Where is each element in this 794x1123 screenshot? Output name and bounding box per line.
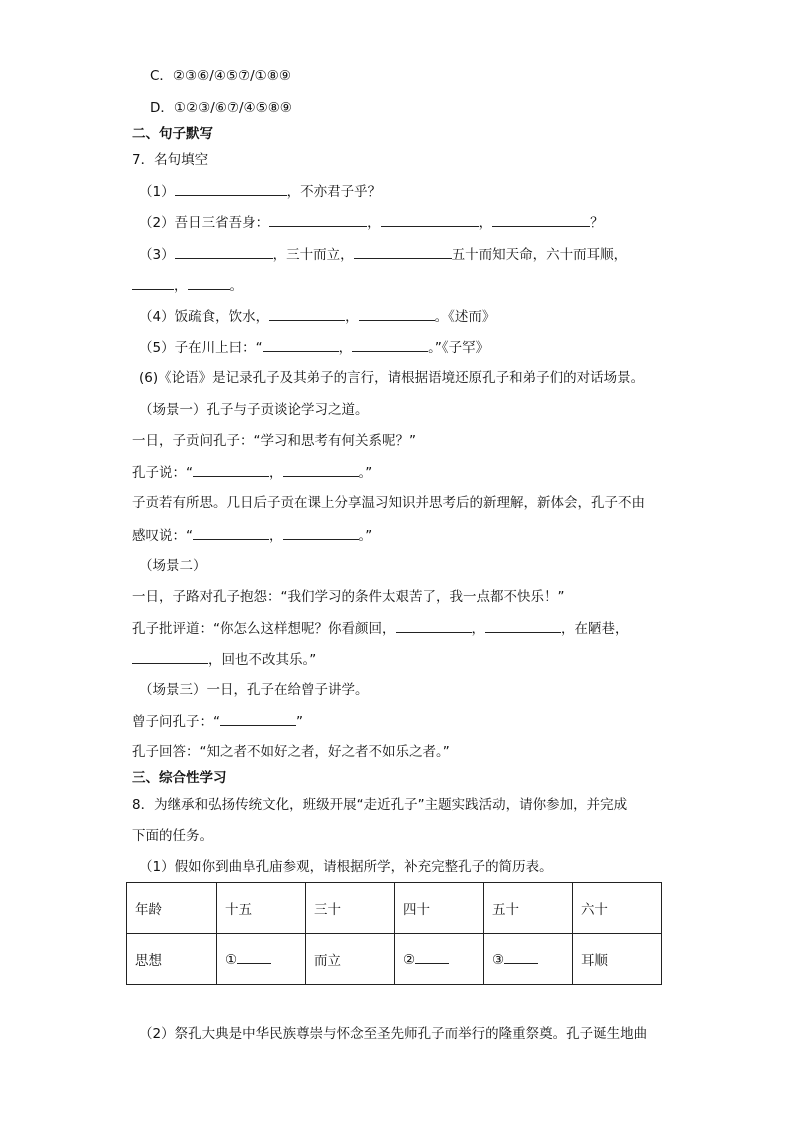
label: ，: [345, 309, 359, 325]
blank: [237, 951, 271, 964]
section-heading-3: 三、综合性学习: [132, 770, 227, 786]
scene-1-question: 一日，子贡问孔子：“学习和思考有何关系呢？”: [132, 433, 416, 449]
blank: [354, 245, 452, 259]
label: ，: [471, 621, 485, 637]
cell-label: ③: [491, 951, 505, 968]
scene-1-more: 子贡若有所思。几日后子贡在课上分享温习知识并思考后的新理解，新体会，孔子不由: [132, 495, 645, 511]
label: ，回也不改其乐。”: [208, 652, 317, 668]
scene-2-answer: [132, 619, 629, 638]
option-c: C．②③⑥/④⑤⑦/①⑧⑨: [150, 68, 291, 84]
fill-line-2: [139, 213, 604, 232]
blank: [415, 951, 449, 964]
blank: [504, 951, 538, 964]
table-cell: 耳顺: [572, 934, 661, 985]
fill-line-3: [139, 245, 627, 264]
table-cell: [483, 934, 572, 985]
label: 感叹说：“: [132, 528, 193, 544]
label: （4）饭疏食，饮水，: [139, 309, 270, 325]
label: ”: [296, 714, 303, 730]
blank: [485, 619, 561, 633]
label: 孔子说：“: [132, 465, 193, 481]
scene-1-sigh: [132, 526, 372, 545]
label: ，: [478, 215, 493, 231]
label: ？: [590, 215, 604, 231]
blank: [193, 526, 269, 540]
blank: [359, 307, 435, 321]
blank: [283, 463, 359, 477]
label: ，三十而立，: [272, 247, 354, 263]
label: ，: [367, 215, 381, 231]
scene-2-answer-b: [132, 650, 316, 669]
label: （5）子在川上曰：“: [139, 340, 263, 356]
scene-3-title: （场景三）一日，孔子在给曾子讲学。: [139, 682, 369, 698]
label: 曾子问孔子：“: [132, 714, 220, 730]
blank: [193, 463, 269, 477]
label: （2）吾日三省吾身：: [139, 215, 270, 231]
label: （3）: [139, 247, 175, 263]
label: ，: [174, 278, 188, 294]
label: 。”: [358, 528, 373, 544]
table-cell: 三十: [305, 883, 394, 934]
label: 。: [229, 278, 243, 294]
question-8-sub-1: （1）假如你到曲阜孔庙参观，请根据所学，补充完整孔子的简历表。: [139, 859, 553, 875]
label: 。《述而》: [434, 309, 496, 325]
question-7-title: 7．名句填空: [132, 152, 209, 168]
blank: [492, 213, 590, 227]
fill-line-3b: [132, 276, 243, 295]
cell-label: ②: [402, 951, 416, 968]
table-cell: 年龄: [127, 883, 217, 934]
label: 五十而知天命，六十而耳顺，: [451, 247, 628, 263]
fill-line-6-intro: (6)《论语》是记录孔子及其弟子的言行，请根据语境还原孔子和弟子们的对话场景。: [139, 370, 645, 386]
blank: [175, 245, 273, 259]
table-row: [127, 883, 662, 934]
scene-1-title: （场景一）孔子与子贡谈论学习之道。: [139, 402, 369, 418]
scene-1-answer: [132, 463, 372, 482]
blank: [283, 526, 359, 540]
blank: [188, 276, 230, 290]
scene-3-answer: 孔子回答：“知之者不如好之者，好之者不如乐之者。”: [132, 744, 450, 760]
option-d: D．①②③/⑥⑦/④⑤⑧⑨: [150, 100, 292, 116]
blank: [381, 213, 479, 227]
label: ，: [269, 465, 283, 481]
table-row: [127, 934, 662, 985]
blank: [396, 619, 472, 633]
scene-3-question: [132, 712, 303, 731]
blank: [132, 650, 208, 664]
label: ，: [269, 528, 283, 544]
label: ，不亦君子乎？: [286, 184, 382, 200]
blank: [263, 338, 339, 352]
cell-label: ①: [225, 951, 238, 968]
blank: [269, 307, 345, 321]
question-8-sub-2: （2）祭孔大典是中华民族尊崇与怀念至圣先师孔子而举行的隆重祭奠。孔子诞生地曲: [139, 1026, 648, 1042]
fill-line-1: [139, 182, 381, 201]
label: （1）: [139, 184, 175, 200]
label: ，在陋巷，: [561, 621, 629, 637]
table-cell: [217, 934, 306, 985]
resume-table: [126, 882, 662, 985]
section-heading-2: 二、句子默写: [132, 126, 213, 142]
question-8-line-1: 8．为继承和弘扬传统文化，班级开展“走近孔子”主题实践活动，请你参加，并完成: [132, 797, 628, 813]
label: 。”《子罕》: [428, 340, 490, 356]
blank: [132, 276, 174, 290]
question-8-line-2: 下面的任务。: [132, 828, 213, 844]
blank: [220, 712, 296, 726]
blank: [269, 213, 367, 227]
scene-2-title: （场景二）: [139, 558, 207, 574]
fill-line-4: [139, 307, 495, 326]
table-cell: 五十: [483, 883, 572, 934]
table-cell: [394, 934, 483, 985]
table-cell: 而立: [305, 934, 394, 985]
table-cell: 十五: [217, 883, 306, 934]
scene-2-question: 一日，子路对孔子抱怨：“我们学习的条件太艰苦了，我一点都不快乐！”: [132, 589, 565, 605]
table-cell: 四十: [394, 883, 483, 934]
blank: [352, 338, 428, 352]
table-cell: 六十: [572, 883, 661, 934]
fill-line-5: [139, 338, 489, 357]
label: ，: [338, 340, 353, 356]
table-cell: 思想: [127, 934, 217, 985]
label: 。”: [358, 465, 373, 481]
blank: [175, 182, 287, 196]
label: 孔子批评道：“你怎么这样想呢？你看颜回，: [132, 621, 396, 637]
